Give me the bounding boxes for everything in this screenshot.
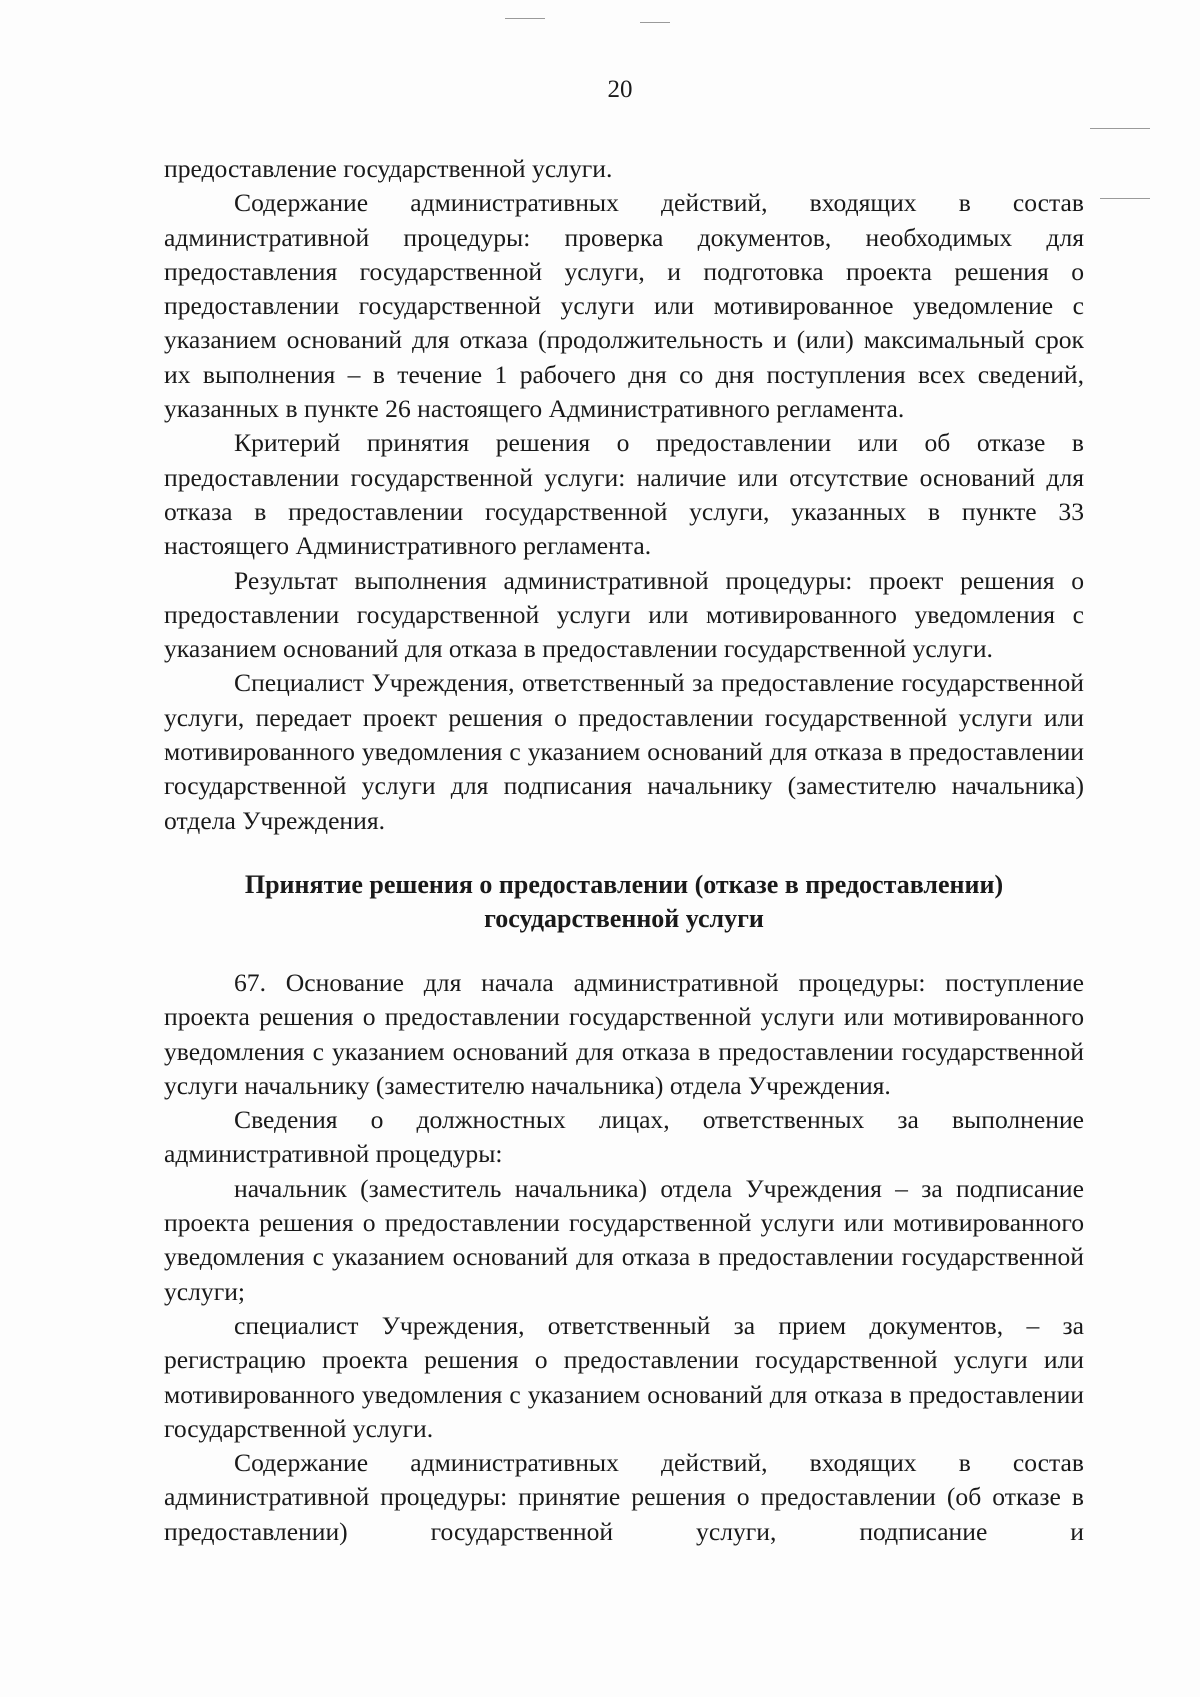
document-body: [164, 152, 1084, 1549]
scan-noise: [640, 22, 670, 23]
paragraph-registration-specialist: специалист Учреждения, ответственный за прием документов, – за регистрацию проекта решения о предоставлении государственной услуги или мотивированного уведомления с указанием оснований для отказа в предоставлении государственной услуги.: [164, 1310, 1084, 1443]
paragraph-criteria: Критерий принятия решения о предоставлении или об отказе в предоставлении государственной услуги: наличие или отсутствие оснований для отказа в предоставлении государственной услуги, указанных в пункте 33 настоящего Административного регламента.: [164, 428, 1084, 561]
scan-noise: [1090, 128, 1150, 129]
paragraph-responsible-persons: Сведения о должностных лицах, ответственных за выполнение административной процедуры:: [164, 1105, 1084, 1169]
paragraph-67-basis: 67. Основание для начала административной процедуры: поступление проекта решения о предоставлении государственной услуги или мотивированного уведомления с указанием оснований для отказа в предоставлении государственной услуги начальнику (заместителю начальника) отдела Учреждения.: [164, 967, 1084, 1100]
paragraph-specialist: Специалист Учреждения, ответственный за предоставление государственной услуги, передает проект решения о предоставлении государственной услуги или мотивированного уведомления с указанием оснований для отказа в предоставлении государственной услуги для подписания начальнику (заместителю начальника) отдела Учреждения.: [164, 668, 1084, 835]
section-heading-line-1: Принятие решения о предоставлении (отказе в предоставлении): [244, 869, 1004, 899]
paragraph-continuation: предоставление государственной услуги.: [164, 154, 613, 183]
paragraph-content-actions: Содержание административных действий, входящих в состав административной процедуры: проверка документов, необходимых для предоставления государственной услуги, и подготовка проекта решения о предоставлении государственной услуги или мотивированное уведомление с указанием оснований для отказа (продолжительность и (или) максимальный срок их выполнения – в течение 1 рабочего дня со дня поступления всех сведений, указанных в пункте 26 настоящего Административного регламента.: [164, 188, 1084, 424]
paragraph-head-of-department: начальник (заместитель начальника) отдела Учреждения – за подписание проекта решения о предоставлении государственной услуги или мотивированного уведомления с указанием оснований для отказа в предоставлении государственной услуги;: [164, 1173, 1084, 1306]
section-heading: [164, 868, 1084, 937]
page-number: 20: [607, 76, 633, 103]
scan-noise: [1100, 198, 1150, 199]
paragraph-content-actions-2: Содержание административных действий, входящих в состав административной процедуры: принятие решения о предоставлении (об отказе в предоставлении) государственной услуги, подписание и: [164, 1448, 1084, 1546]
section-heading-line-2: государственной услуги: [484, 904, 764, 934]
paragraph-result: Результат выполнения административной процедуры: проект решения о предоставлении государственной услуги или мотивированного уведомления с указанием оснований для отказа в предоставлении государственной услуги.: [164, 565, 1084, 664]
scan-noise: [505, 18, 545, 19]
